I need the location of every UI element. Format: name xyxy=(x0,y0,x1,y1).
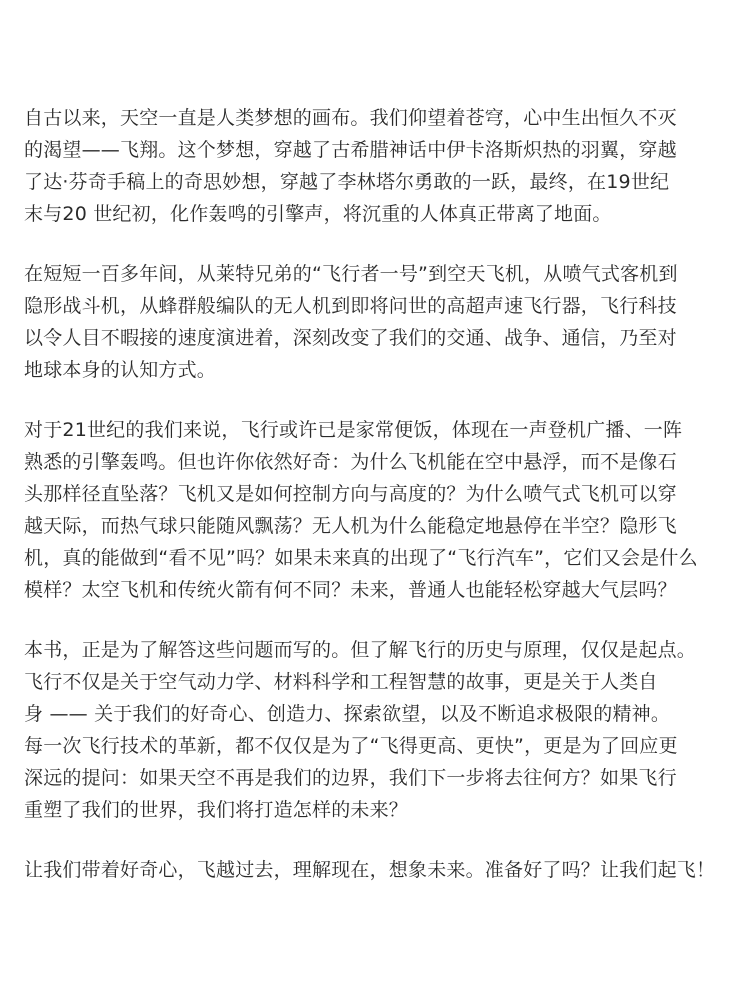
text-line: 地球本身的认知方式。 xyxy=(24,359,217,381)
text-line: 熟悉的引擎轰鸣。但也许你依然好奇：为什么飞机能在空中悬浮，而不是像石 xyxy=(24,451,677,473)
paragraph-5 xyxy=(24,854,732,886)
document-body xyxy=(24,102,732,914)
text-line: 飞行不仅是关于空气动力学、材料科学和工程智慧的故事，更是关于人类自 xyxy=(24,671,658,693)
text-line: 每一次飞行技术的革新，都不仅仅是为了“飞得更高、更快”，更是为了回应更 xyxy=(24,735,678,757)
text-line: 的渴望——飞翔。这个梦想，穿越了古希腊神话中伊卡洛斯炽热的羽翼，穿越 xyxy=(24,139,677,161)
paragraph-2 xyxy=(24,258,732,386)
text-line: 末与20 世纪初，化作轰鸣的引擎声，将沉重的人体真正带离了地面。 xyxy=(24,203,612,225)
text-line: 在短短一百多年间，从莱特兄弟的“飞行者一号”到空天飞机，从喷气式客机到 xyxy=(24,263,678,285)
paragraph-3 xyxy=(24,414,732,606)
text-line: 越天际，而热气球只能随风飘荡？无人机为什么能稳定地悬停在半空？隐形飞 xyxy=(24,515,677,537)
text-line: 对于21世纪的我们来说，飞行或许已是家常便饭，体现在一声登机广播、一阵 xyxy=(24,419,683,441)
text-line: 深远的提问：如果天空不再是我们的边界，我们下一步将去往何方？如果飞行 xyxy=(24,767,677,789)
text-line: 隐形战斗机，从蜂群般编队的无人机到即将问世的高超声速飞行器，飞行科技 xyxy=(24,295,677,317)
text-line: 了达·芬奇手稿上的奇思妙想，穿越了李林塔尔勇敢的一跃，最终，在19世纪 xyxy=(24,171,670,193)
text-line: 身 —— 关于我们的好奇心、创造力、探索欲望，以及不断追求极限的精神。 xyxy=(24,703,671,725)
text-line: 让我们带着好奇心，飞越过去，理解现在，想象未来。准备好了吗？让我们起飞！ xyxy=(24,859,716,881)
text-line: 模样？太空飞机和传统火箭有何不同？未来，普通人也能轻松穿越大气层吗？ xyxy=(24,579,677,601)
paragraph-4 xyxy=(24,634,732,826)
text-line: 重塑了我们的世界，我们将打造怎样的未来？ xyxy=(24,799,409,821)
text-line: 本书，正是为了解答这些问题而写的。但了解飞行的历史与原理，仅仅是起点。 xyxy=(24,639,697,661)
text-line: 自古以来，天空一直是人类梦想的画布。我们仰望着苍穹，心中生出恒久不灭 xyxy=(24,107,677,129)
paragraph-1 xyxy=(24,102,732,230)
text-line: 以令人目不暇接的速度演进着，深刻改变了我们的交通、战争、通信，乃至对 xyxy=(24,327,677,349)
text-line: 机，真的能做到“看不见”吗？如果未来真的出现了“飞行汽车”，它们又会是什么 xyxy=(24,547,698,569)
text-line: 头那样径直坠落？飞机又是如何控制方向与高度的？为什么喷气式飞机可以穿 xyxy=(24,483,677,505)
